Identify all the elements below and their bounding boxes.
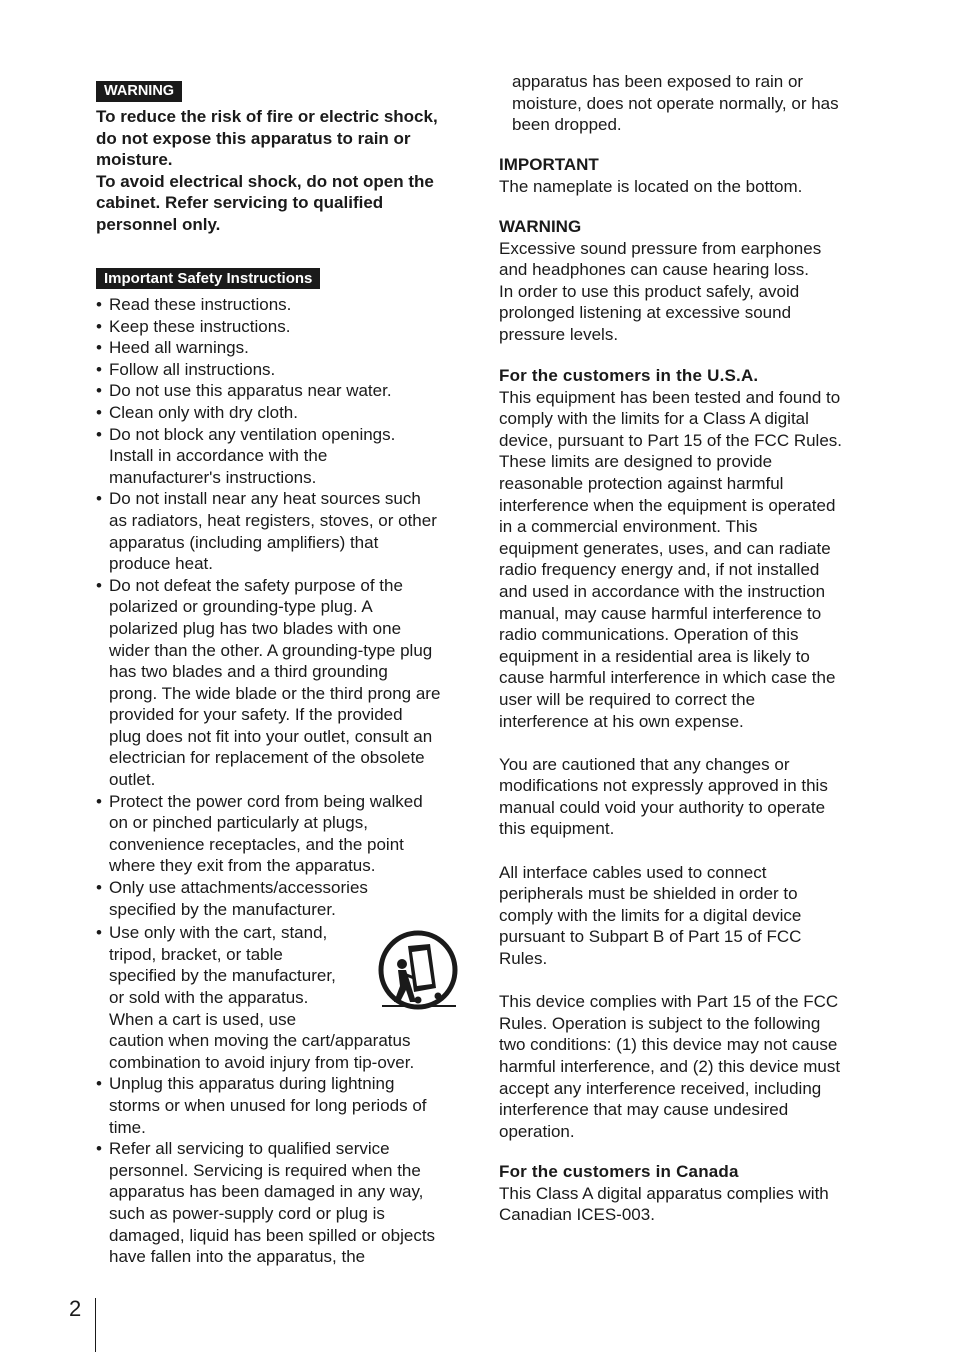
warning-line: moisture. (96, 150, 173, 170)
list-item-cart (96, 922, 458, 1073)
safety-instructions-list (96, 294, 458, 1268)
warning-line: personnel only. (96, 214, 221, 234)
list-item (96, 380, 458, 402)
continued-line: been dropped. (512, 115, 622, 135)
list-item-text: • Do not defeat the safety purpose of the (109, 575, 403, 595)
list-item-text: wider than the other. A grounding-type plug (109, 640, 433, 660)
warning-tag: WARNING (96, 81, 182, 102)
list-item-text: outlet. (109, 770, 156, 790)
warning-line: To avoid electrical shock, do not open the (96, 171, 434, 191)
list-item (96, 359, 458, 381)
list-item-text: tripod, bracket, or table (109, 944, 283, 964)
list-item-text: damaged, liquid has been spilled or objects (109, 1225, 436, 1245)
list-item-text: specified by the manufacturer, (109, 966, 336, 986)
list-item-text: or sold with the apparatus. (109, 988, 309, 1007)
list-item-text: where they exit from the apparatus. (109, 856, 376, 876)
list-item-text: • Do not install near any heat sources such (109, 489, 421, 509)
usa-paragraph-4: This device complies with Part 15 of the FCC Rules. Operation is subject to the following two conditions: (1) this device may not cause harmful interference, and (2) this device must accept any interference received, including interference that may cause undesired operation. (499, 992, 841, 1141)
usa-heading: For the customers in the U.S.A. (499, 366, 759, 385)
list-item-text: • Read these instructions. (109, 295, 292, 314)
list-item-text: combination to avoid injury from tip-over. (109, 1052, 415, 1072)
canada-text: This Class A digital apparatus complies with Canadian ICES-003. (499, 1183, 829, 1225)
list-item-text: • Unplug this apparatus during lightning (109, 1074, 395, 1094)
canada-heading: For the customers in Canada (499, 1162, 739, 1181)
important-heading: IMPORTANT (499, 155, 599, 174)
list-item (96, 424, 458, 489)
list-item-text: polarized plug has two blades with one (109, 618, 402, 638)
list-item (96, 1138, 458, 1268)
continued-line: moisture, does not operate normally, or has (512, 93, 839, 113)
list-item (96, 316, 458, 338)
list-item-text: specified by the manufacturer. (109, 899, 336, 919)
list-item-text: • Do not block any ventilation openings. (109, 424, 396, 444)
page-number-divider (95, 1298, 96, 1352)
important-text: The nameplate is located on the bottom. (499, 176, 803, 196)
list-item-text: • Clean only with dry cloth. (109, 402, 298, 422)
important-section (499, 154, 861, 197)
usa-paragraph-3: All interface cables used to connect peripherals must be shielded in order to comply with the limits for a digital device pursuant to Subpart B of Part 15 of FCC Rules. (499, 862, 802, 969)
list-item-text: produce heat. (109, 554, 213, 574)
list-item-text: personnel. Servicing is required when the (109, 1160, 421, 1180)
list-item-text: convenience receptacles, and the point (109, 834, 404, 854)
list-item-text: electrician for replacement of the obsolete (109, 748, 425, 768)
page-number: 2 (69, 1296, 82, 1321)
list-item-text: caution when moving the cart/apparatus (109, 1031, 411, 1051)
warning-line: To reduce the risk of fire or electric shock, (96, 107, 438, 126)
list-item (96, 1073, 458, 1138)
list-item-text: • Use only with the cart, stand, (109, 923, 328, 943)
usa-paragraph-1: This equipment has been tested and found to comply with the limits for a Class A digital device, pursuant to Part 15 of the FCC Rules. These limits are designed to provide reasonable protection against harmful interference when the equipment is operated in a commercial environment. This equipment generates, uses, and can radiate radio frequency energy and, if not installed and used in accordance with the instruction manual, may cause harmful interference to radio communications. Operation of this equipment in a residential area is likely to cause harmful interference in which case the user will be required to correct the interference at his own expense. (499, 387, 843, 731)
list-item-text: • Keep these instructions. (109, 316, 291, 336)
list-item-text: • Heed all warnings. (109, 338, 249, 358)
warning-text: Excessive sound pressure from earphones and headphones can cause hearing loss. In order to use this product safely, avoid prolonged listening at excessive sound pressure levels. (499, 238, 822, 344)
list-item-text: • Do not use this apparatus near water. (109, 381, 392, 401)
list-item (96, 402, 458, 424)
list-item-text: apparatus has been damaged in any way, (109, 1182, 424, 1202)
list-item (96, 791, 458, 877)
list-item-text: storms or when unused for long periods of (109, 1095, 427, 1115)
warning-section (499, 216, 861, 346)
warning-statement (96, 106, 458, 236)
list-item-text: apparatus (including amplifiers) that (109, 532, 379, 552)
list-item-text: • Follow all instructions. (109, 359, 276, 379)
warning-heading: WARNING (499, 217, 582, 236)
list-item (96, 877, 458, 920)
warning-line: do not expose this apparatus to rain or (96, 128, 411, 148)
canada-section (499, 1161, 861, 1226)
list-item (96, 488, 458, 574)
list-item-text: • Refer all servicing to qualified service (109, 1139, 390, 1159)
list-item-text: Install in accordance with the (109, 446, 328, 466)
warning-line: cabinet. Refer servicing to qualified (96, 193, 384, 213)
list-item-text: plug does not fit into your outlet, consult an (109, 726, 433, 746)
list-item-text: prong. The wide blade or the third prong are (109, 683, 441, 703)
list-item-text: on or pinched particularly at plugs, (109, 813, 368, 833)
cart-tip-over-warning-icon (378, 930, 458, 1010)
continued-line: apparatus has been exposed to rain or (512, 72, 804, 91)
list-item-text: have fallen into the apparatus, the (109, 1247, 366, 1267)
list-item-text: provided for your safety. If the provided (109, 705, 403, 725)
safety-instructions-tag: Important Safety Instructions (96, 268, 320, 289)
list-item (96, 337, 458, 359)
list-item (96, 575, 458, 791)
list-item-text: as radiators, heat registers, stoves, or other (109, 510, 437, 530)
list-item (96, 294, 458, 316)
list-item-text: • Protect the power cord from being walked (109, 791, 423, 811)
list-item-text: has two blades and a third grounding (109, 662, 388, 682)
list-item-text: When a cart is used, use (109, 1009, 297, 1029)
list-item-text: manufacturer's instructions. (109, 467, 317, 487)
usa-section (499, 365, 861, 1142)
usa-paragraph-2: You are cautioned that any changes or modifications not expressly approved in this manual could void your authority to operate this equipment. (499, 754, 828, 839)
list-item-text: • Only use attachments/accessories (109, 878, 368, 898)
list-item-text: polarized or grounding-type plug. A (109, 597, 373, 617)
continued-bullet-text (512, 71, 862, 136)
list-item-text: such as power-supply cord or plug is (109, 1203, 385, 1223)
list-item-text: time. (109, 1117, 146, 1137)
